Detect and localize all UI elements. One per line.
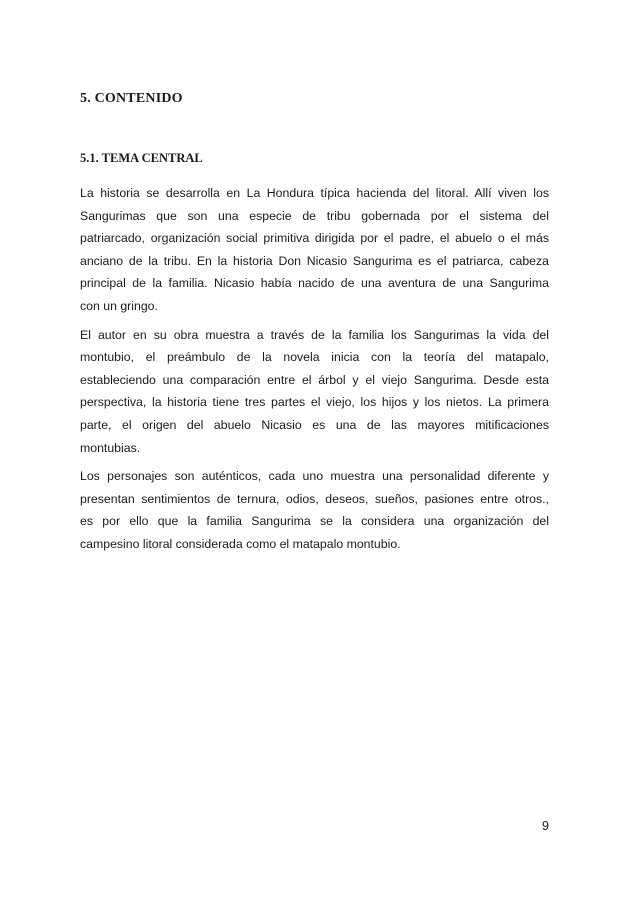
- text-line: parte, el origen del abuelo Nicasio es una de las mayores mitificaciones: [80, 417, 549, 432]
- text-line: patriarcado, organización social primitiva dirigida por el padre, el abuelo o el más: [80, 231, 549, 246]
- text-line: anciano de la tribu. En la historia Don Nicasio Sangurima es el patriarca, cabeza: [80, 253, 549, 268]
- section-heading: 5. CONTENIDO: [80, 91, 183, 106]
- text-line: El autor en su obra muestra a través de la familia los Sangurimas la vida del: [80, 327, 549, 342]
- text-line: principal de la familia. Nicasio había nacido de una aventura de una Sangurima: [80, 276, 549, 291]
- subsection-heading: 5.1. TEMA CENTRAL: [80, 151, 203, 165]
- text-line: Los personajes son auténticos, cada uno muestra una personalidad diferente y: [80, 469, 549, 484]
- text-line: Sangurimas que son una especie de tribu gobernada por el sistema del: [80, 208, 549, 223]
- text-line: La historia se desarrolla en La Hondura típica hacienda del litoral. Allí viven los: [80, 186, 549, 200]
- page-number: 9: [542, 819, 549, 833]
- text-line: presentan sentimientos de ternura, odios, deseos, sueños, pasiones entre otros.,: [80, 491, 549, 506]
- text-line: perspectiva, la historia tiene tres partes el viejo, los hijos y los nietos. La primera: [80, 395, 549, 410]
- text-line: montubias.: [80, 440, 141, 455]
- body-text: [80, 182, 549, 562]
- text-line: es por ello que la familia Sangurima se la considera una organización del: [80, 514, 549, 529]
- text-line: campesino litoral considerada como el matapalo montubio.: [80, 536, 401, 551]
- text-line: con un gringo.: [80, 298, 158, 313]
- text-line: montubio, el preámbulo de la novela inicia con la teoría del matapalo,: [80, 350, 549, 365]
- paragraph: [80, 182, 549, 318]
- paragraph: [80, 324, 549, 460]
- text-line: estableciendo una comparación entre el árbol y el viejo Sangurima. Desde esta: [80, 372, 549, 387]
- paragraph: [80, 465, 549, 555]
